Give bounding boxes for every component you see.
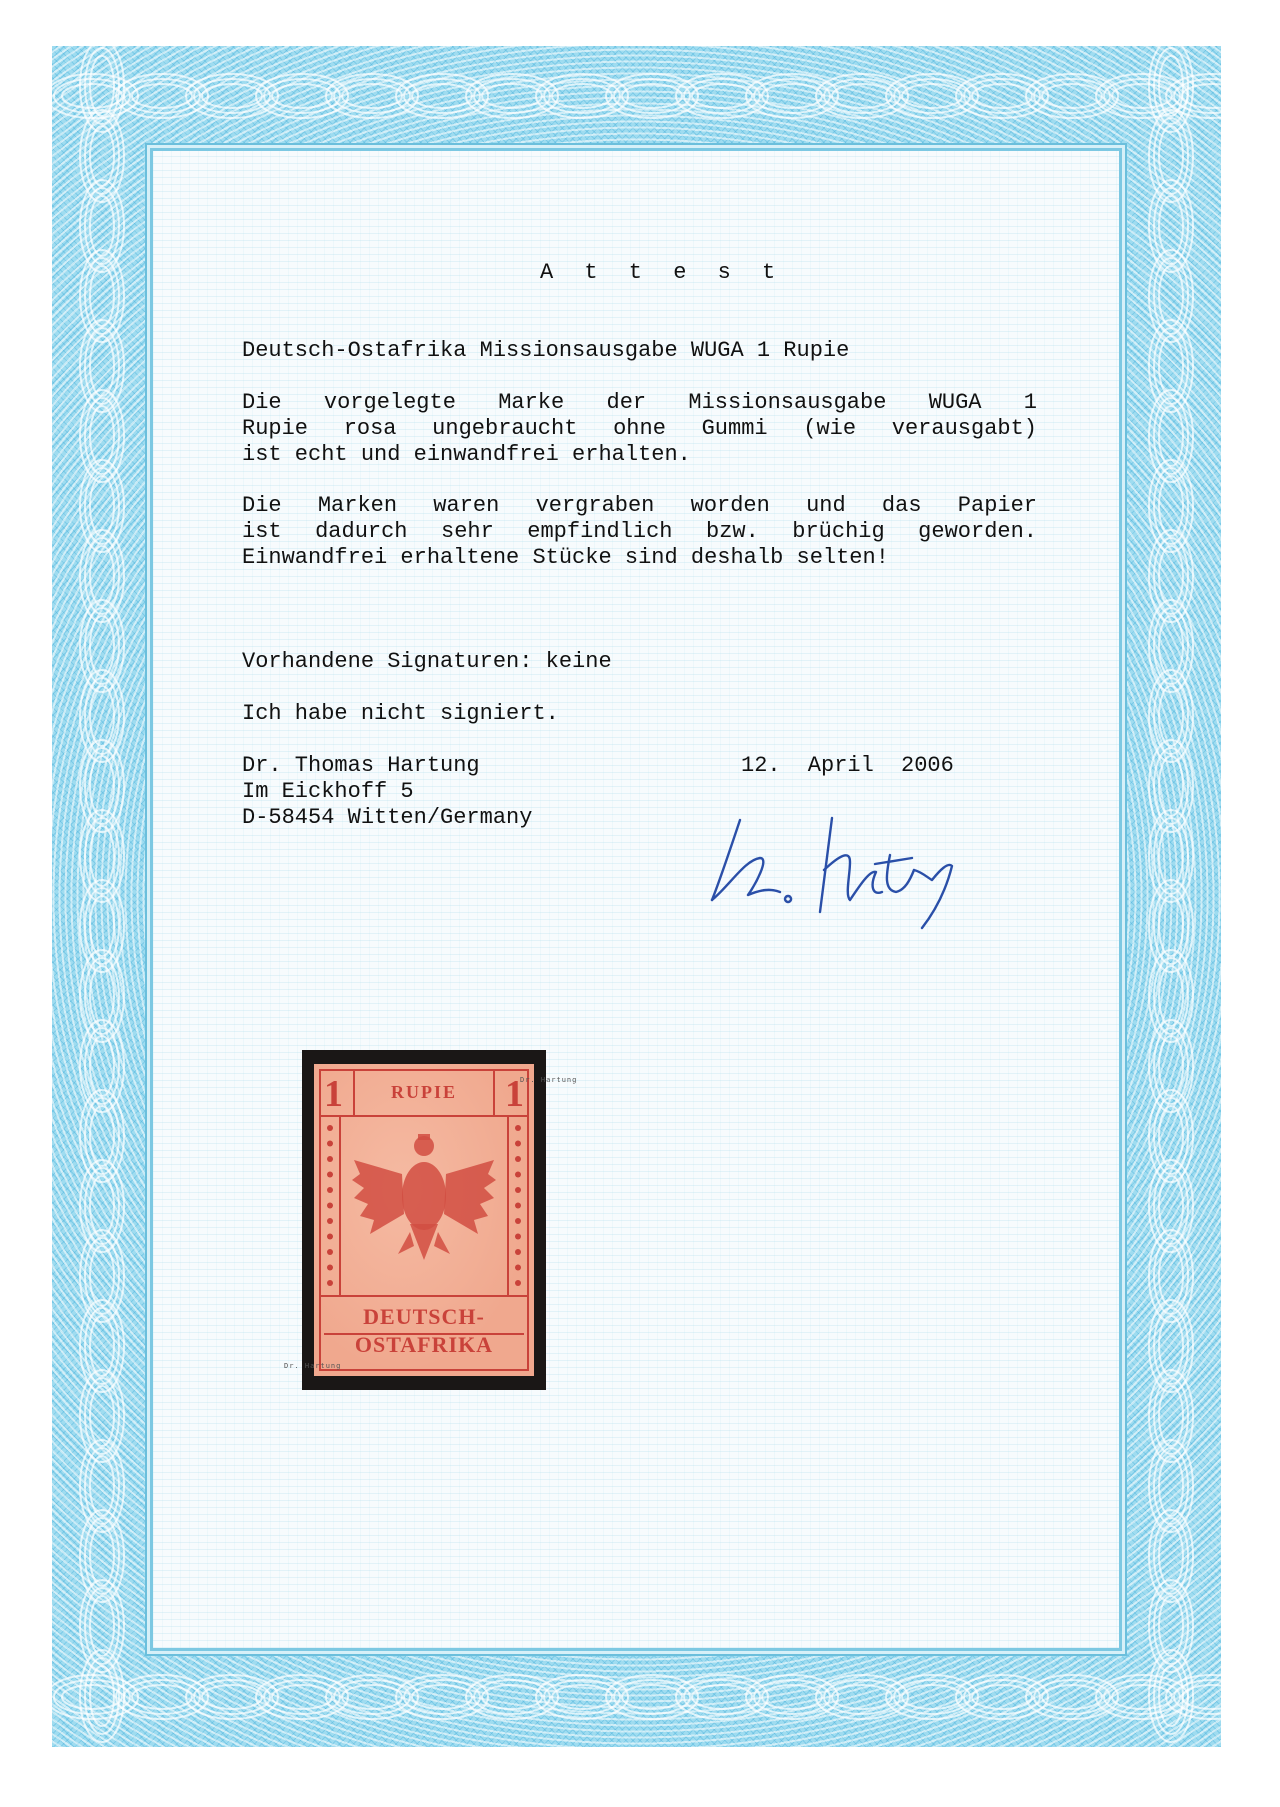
stamp-dot	[515, 1265, 521, 1271]
guilloche-loop	[90, 266, 114, 326]
guilloche-loop	[1159, 266, 1183, 326]
guilloche-loop	[132, 1685, 192, 1709]
expert-mark: Dr. Hartung	[284, 1362, 342, 1370]
guilloche-loop	[1159, 1526, 1183, 1586]
guilloche-loop	[1159, 616, 1183, 676]
stamp-denomination: 1	[505, 1073, 524, 1115]
certificate-date: 12. April 2006	[741, 753, 954, 778]
guilloche-loop	[90, 1596, 114, 1656]
stamp-dot	[327, 1172, 333, 1178]
guilloche-loop	[1159, 1596, 1183, 1656]
guilloche-loop	[1159, 476, 1183, 536]
stamp-country: DEUTSCH-	[363, 1304, 485, 1329]
stamp-dot	[327, 1280, 333, 1286]
guilloche-loop	[902, 84, 962, 108]
guilloche-loop	[342, 84, 402, 108]
guilloche-loop	[202, 84, 262, 108]
guilloche-loop	[90, 1526, 114, 1586]
guilloche-loop	[1159, 896, 1183, 956]
guilloche-loop	[832, 84, 892, 108]
paragraph1-line: Rupie rosa ungebraucht ohne Gummi (wie verausgabt)	[242, 416, 1037, 441]
guilloche-loop	[692, 1685, 752, 1709]
guilloche-loop	[90, 196, 114, 256]
guilloche-loop	[1159, 826, 1183, 886]
stamp-dot	[327, 1249, 333, 1255]
signatures-present: Vorhandene Signaturen: keine	[242, 649, 612, 674]
guilloche-loop	[1159, 966, 1183, 1026]
guilloche-loop	[1159, 406, 1183, 466]
guilloche-loop	[762, 84, 822, 108]
guilloche-loop	[1159, 1176, 1183, 1236]
paragraph1-line: Die vorgelegte Marke der Missionsausgabe WUGA 1	[242, 390, 1037, 415]
stamp-dot	[327, 1203, 333, 1209]
guilloche-loop	[692, 84, 752, 108]
guilloche-loop	[90, 1106, 114, 1166]
guilloche-loop	[132, 84, 192, 108]
guilloche-loop	[482, 84, 542, 108]
paragraph2-line: Einwandfrei erhaltene Stücke sind deshalb selten!	[242, 545, 889, 570]
expert-city: D-58454 Witten/Germany	[242, 805, 533, 830]
stamp-dot	[515, 1234, 521, 1240]
guilloche-loop	[1159, 546, 1183, 606]
stamp-dot	[515, 1249, 521, 1255]
expert-street: Im Eickhoff 5	[242, 779, 414, 804]
guilloche-loop	[52, 1675, 138, 1719]
guilloche-loop	[90, 476, 114, 536]
postage-stamp	[314, 1064, 534, 1376]
guilloche-loop	[272, 1685, 332, 1709]
guilloche-loop	[1112, 84, 1172, 108]
paragraph1-line: ist echt und einwandfrei erhalten.	[242, 442, 691, 467]
guilloche-loop	[1159, 1386, 1183, 1446]
guilloche-loop	[972, 1685, 1032, 1709]
guilloche-loop	[1159, 1316, 1183, 1376]
guilloche-loop	[90, 826, 114, 886]
guilloche-loop	[272, 84, 332, 108]
guilloche-loop	[90, 616, 114, 676]
expert-mark: Dr. Hartung	[520, 1076, 578, 1084]
guilloche-loop	[1159, 686, 1183, 746]
guilloche-loop	[342, 1685, 402, 1709]
stamp-dot	[515, 1280, 521, 1286]
guilloche-loop	[1159, 1036, 1183, 1096]
expert-name: Dr. Thomas Hartung	[242, 753, 480, 778]
stamp-dot	[327, 1218, 333, 1224]
guilloche-loop	[1159, 336, 1183, 396]
guilloche-loop	[1112, 1685, 1172, 1709]
guilloche-loop	[90, 1386, 114, 1446]
guilloche-loop	[90, 1036, 114, 1096]
guilloche-loop	[1159, 196, 1183, 256]
stamp-dot	[327, 1125, 333, 1131]
guilloche-loop	[90, 966, 114, 1026]
guilloche-loop	[90, 406, 114, 466]
guilloche-loop	[622, 84, 682, 108]
stamp-dot	[327, 1187, 333, 1193]
guilloche-loop	[90, 1456, 114, 1516]
guilloche-loop	[622, 1685, 682, 1709]
guilloche-loop	[1159, 1246, 1183, 1306]
stamp-dot	[327, 1265, 333, 1271]
guilloche-loop	[90, 896, 114, 956]
guilloche-loop	[902, 1685, 962, 1709]
guilloche-loop	[90, 1316, 114, 1376]
stamp-dot	[327, 1156, 333, 1162]
guilloche-loop	[412, 1685, 472, 1709]
guilloche-loop	[1042, 84, 1102, 108]
stamp-dot	[327, 1141, 333, 1147]
paragraph2-line: ist dadurch sehr empfindlich bzw. brüchig geworden.	[242, 519, 1037, 544]
guilloche-loop	[90, 126, 114, 186]
paragraph2-line: Die Marken waren vergraben worden und das Papier	[242, 493, 1037, 518]
guilloche-loop	[90, 1176, 114, 1236]
guilloche-loop	[1159, 126, 1183, 186]
stamp-dot	[515, 1172, 521, 1178]
guilloche-loop	[202, 1685, 262, 1709]
stamp-dot	[515, 1156, 521, 1162]
guilloche-loop	[90, 336, 114, 396]
stamp-denomination: 1	[324, 1073, 343, 1115]
guilloche-loop	[90, 686, 114, 746]
guilloche-loop	[552, 84, 612, 108]
guilloche-loop	[90, 756, 114, 816]
handwritten-signature	[700, 800, 1000, 930]
guilloche-loop	[412, 84, 472, 108]
not-signed-statement: Ich habe nicht signiert.	[242, 701, 559, 726]
guilloche-loop	[1042, 1685, 1102, 1709]
guilloche-loop	[972, 84, 1032, 108]
guilloche-loop	[832, 1685, 892, 1709]
guilloche-loop	[762, 1685, 822, 1709]
stamp-value-label: RUPIE	[390, 1082, 457, 1102]
stamp-dot	[515, 1125, 521, 1131]
guilloche-loop	[482, 1685, 542, 1709]
guilloche-loop	[1159, 756, 1183, 816]
stamp-dot	[515, 1141, 521, 1147]
stamp-dot	[515, 1187, 521, 1193]
stamp-dot	[515, 1218, 521, 1224]
guilloche-loop	[1159, 1106, 1183, 1166]
stamp-dot	[515, 1203, 521, 1209]
guilloche-loop	[90, 546, 114, 606]
guilloche-loop	[552, 1685, 612, 1709]
stamp-mount	[302, 1050, 546, 1390]
eagle-emblem	[352, 1134, 496, 1260]
certificate-heading: Deutsch-Ostafrika Missionsausgabe WUGA 1 Rupie	[242, 338, 850, 363]
stamp-country: OSTAFRIKA	[354, 1332, 494, 1357]
guilloche-loop	[1159, 1456, 1183, 1516]
certificate-title: A t t e s t	[540, 260, 785, 285]
stamp-dot	[327, 1234, 333, 1240]
guilloche-loop	[90, 1246, 114, 1306]
